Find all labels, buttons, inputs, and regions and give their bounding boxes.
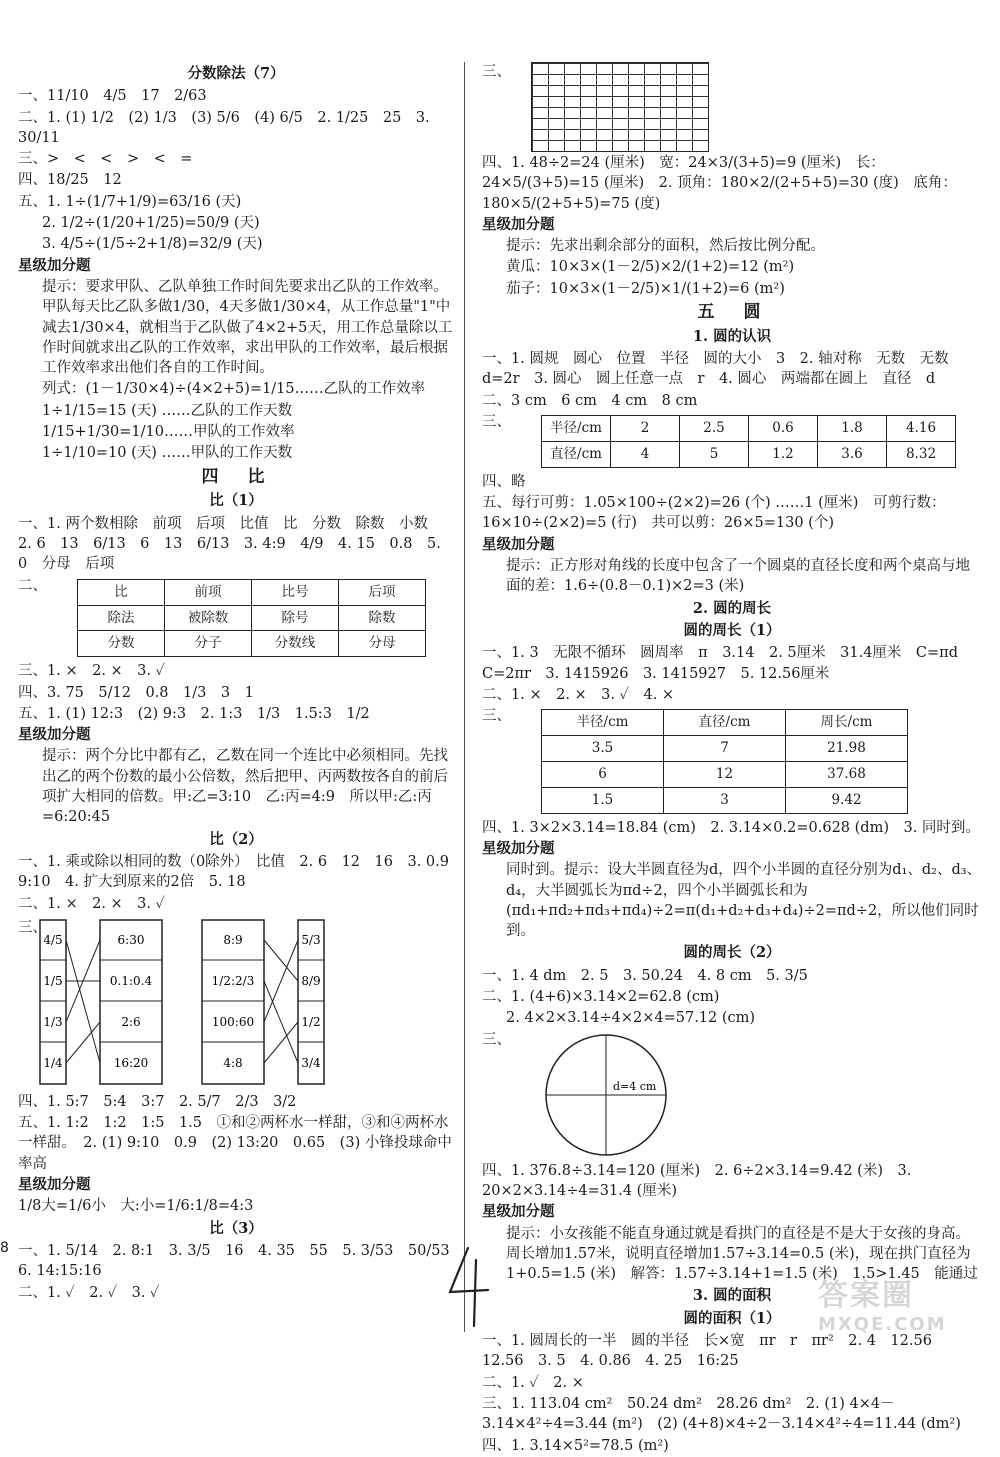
match-ratio-item: 1/2:2/3	[211, 973, 255, 988]
handwritten-mark	[440, 1240, 500, 1330]
answer-line: 茄子：10×3×(1－2/5)×1/(1+2)=6 (m²)	[506, 280, 785, 297]
table-cell: 直径/cm	[664, 710, 786, 736]
watermark-text: 答案圈	[818, 1278, 914, 1313]
answer-line: 1÷1/15=15 (天) ……乙队的工作天数	[42, 402, 293, 419]
table-cell: 周长/cm	[786, 710, 908, 736]
table-cell: 6	[542, 761, 664, 787]
bonus-heading: 星级加分题	[18, 1176, 91, 1194]
answer-line: 三、1. × 2. × 3. ✓	[18, 663, 165, 680]
answer-line: 二、1. (4+6)×3.14×2=62.8 (cm)	[482, 989, 720, 1006]
match-right-item: 5/3	[301, 932, 321, 947]
answer-line: 二、1. ✓ 2. ✓ 3. ✓	[18, 1284, 160, 1301]
match-ratio-item: 4:8	[223, 1055, 243, 1070]
table-row	[542, 710, 908, 736]
grid-paper-figure	[531, 62, 709, 152]
answer-line: 3. 4/5÷(1/5÷2+1/8)=32/9 (天)	[42, 236, 263, 253]
table-cell: 分子	[165, 631, 252, 657]
table-row	[78, 631, 426, 657]
bonus-heading: 星级加分题	[482, 1203, 555, 1221]
item-number: 三、	[18, 919, 47, 936]
answer-line: 一、1. 圆周长的一半 圆的半径 长×宽 πr r πr² 2. 4 12.56 12.56 3. 5 4. 0.86 4. 25 16:25	[482, 1333, 947, 1370]
hint-text: 提示：正方形对角线的长度中包含了一个圆桌的直径长度和两个桌高与地面的差：1.6÷(0.8－0.1)×2=3 (米)	[506, 558, 970, 595]
hint-text: 提示：先求出剩余部分的面积，然后按比例分配。	[506, 238, 825, 255]
answer-line: 四、1. 48÷2=24 (厘米) 宽：24×3/(3+5)=9 (厘米) 长：24×5/(3+5)=15 (厘米) 2. 顶角：180×2/(2+5+5)=30 (度) 底角：180×5/(2+5+5)=75 (度)	[482, 155, 957, 212]
table-cell: 1.5	[542, 787, 664, 813]
chapter-title-ratio: 四 比	[201, 466, 271, 487]
match-left-item: 4/5	[43, 932, 63, 947]
answer-line: 五、1. 1÷(1/7+1/9)=63/16 (天)	[18, 193, 242, 210]
circle-diameter-label: d=4 cm	[613, 1079, 657, 1093]
table-cell: 半径/cm	[542, 710, 664, 736]
table-block	[482, 706, 982, 817]
table-cell: 2	[611, 416, 680, 442]
ratio-division-fraction-table	[77, 579, 426, 658]
answer-line: 一、1. 3 无限不循环 圆周率 π 3.14 2. 5厘米 31.4厘米 C=πd C=2πr 3. 1415926 3. 1415927 5. 12.56厘米	[482, 645, 973, 682]
table-cell: 4.16	[887, 416, 956, 442]
answer-line: 四、18/25 12	[18, 172, 122, 189]
answer-line: 四、1. 376.8÷3.14=120 (厘米) 2. 6÷2×3.14=9.42 (米) 3. 20×2×3.14÷4=31.4 (厘米)	[482, 1162, 916, 1199]
answer-line: 四、1. 3.14×5²=78.5 (m²)	[482, 1437, 669, 1454]
section-title-circumference-1: 圆的周长（1）	[683, 621, 781, 639]
answer-line: 一、11/10 4/5 17 2/63	[18, 88, 207, 105]
item-number: 二、	[18, 577, 47, 594]
table-cell: 被除数	[165, 605, 252, 631]
section-title-ratio-3: 比（3）	[209, 1219, 263, 1237]
table-cell: 除号	[252, 605, 339, 631]
table-cell: 7	[664, 736, 786, 762]
table-cell: 前项	[165, 579, 252, 605]
answer-line: 一、1. 圆规 圆心 位置 半径 圆的大小 3 2. 轴对称 无数 无数 d=2r 3. 圆心 圆上任意一点 r 4. 圆心 两端都在圆上 直径 d	[482, 351, 964, 388]
table-cell: 5	[680, 441, 749, 467]
answer-line: 一、1. 乘或除以相同的数（0除外） 比值 2. 6 12 16 3. 0.9 9:10 4. 扩大到原来的2倍 5. 18	[18, 853, 464, 891]
match-ratio-item: 100:60	[211, 1014, 255, 1029]
table-cell: 后项	[339, 579, 426, 605]
table-cell: 8.32	[887, 441, 956, 467]
bonus-heading: 星级加分题	[18, 726, 91, 744]
circle-diagram	[531, 1030, 681, 1160]
table-cell: 3.6	[818, 441, 887, 467]
matching-diagram	[18, 918, 454, 1088]
answer-line: 五、每行可剪：1.05×100÷(2×2)=26 (个) ……1 (厘米) 可剪行数：16×10÷(2×2)=5 (行) 共可以剪：26×5=130 (个)	[482, 495, 946, 532]
hint-text: 提示：两个分比中都有乙，乙数在同一个连比中必须相同。先找出乙的两个份数的最小公倍数，然后把甲、丙两数按各自的前后项扩大相同的倍数。甲:乙=3:10 乙:丙=4:9 所以甲:乙:丙=6:20:45	[42, 748, 448, 826]
match-ratio-item: 8:9	[223, 932, 243, 947]
section-title-ratio-1: 比（1）	[209, 492, 263, 510]
section-title-ratio-2: 比（2）	[209, 830, 263, 848]
section-title-circle-area-1: 圆的面积（1）	[683, 1309, 781, 1327]
circle-block	[482, 1030, 982, 1160]
table-cell: 12	[664, 761, 786, 787]
answer-line: 四、1. 3×2×3.14=18.84 (cm) 2. 3.14×0.2=0.628 (dm) 3. 同时到。	[482, 819, 980, 836]
table-cell: 除法	[78, 605, 165, 631]
answer-line: 二、1. × 2. × 3. ✓ 4. ×	[482, 686, 675, 703]
table-row	[78, 605, 426, 631]
answer-line: 2. 4×2×3.14÷4×2×4=57.12 (cm)	[506, 1010, 756, 1027]
item-number: 三、	[482, 1031, 511, 1048]
chapter-title-circle: 五 圆	[697, 302, 767, 323]
table-row	[542, 761, 908, 787]
answer-line: 二、1. (1) 1/2 (2) 1/3 (3) 5/6 (4) 6/5 2. 1/25 25 3. 30/11	[18, 109, 435, 146]
item-number: 三、	[482, 708, 511, 725]
table-block	[482, 412, 982, 471]
answer-line: 四、略	[482, 473, 526, 490]
table-cell: 3	[664, 787, 786, 813]
table-cell: 2.5	[680, 416, 749, 442]
matching-lines	[18, 918, 454, 1088]
table-cell: 9.42	[786, 787, 908, 813]
match-ratio-item: 6:30	[117, 932, 145, 947]
left-column	[18, 62, 465, 1304]
item-number: 三、	[482, 64, 511, 80]
section-title-fraction-division: 分数除法（7）	[187, 65, 285, 82]
bonus-heading: 星级加分题	[482, 215, 555, 233]
answer-line: 1/8大=1/6小 大:小=1/6:1/8=4:3	[18, 1198, 254, 1215]
answer-line: 黄瓜：10×3×(1－2/5)×2/(1+2)=12 (m²)	[506, 259, 795, 276]
table-cell: 37.68	[786, 761, 908, 787]
answer-line: 三、> < < > < =	[18, 151, 193, 168]
answer-line: 四、1. 5:7 5:4 3:7 2. 5/7 2/3 3/2	[18, 1093, 297, 1110]
grid-block	[482, 62, 982, 152]
table-cell: 21.98	[786, 736, 908, 762]
match-left-item: 1/3	[43, 1014, 63, 1029]
table-cell: 直径/cm	[542, 441, 611, 467]
table-cell: 1.2	[749, 441, 818, 467]
bonus-heading: 星级加分题	[482, 839, 555, 857]
match-ratio-item: 16:20	[113, 1055, 149, 1070]
hint-text: 提示：要求甲队、乙队单独工作时间先要求出乙队的工作效率。甲队每天比乙队多做1/30，4天多做1/30×4，从工作总量"1"中减去1/30×4，就相当于乙队做了4×2+5天，用工作总量除以工作时间就求出乙队的工作效率，求出甲队的工作效率，最后根据工作效率求出他们各自的工作时间。	[42, 278, 453, 377]
section-title-circumference: 2. 圆的周长	[692, 599, 772, 617]
hint-text: 同时到。提示：设大半圆直径为d，四个小半圆的直径分别为d₁、d₂、d₃、d₄，大半圆弧长为πd÷2，四个小半圆弧长和为(πd₁+πd₂+πd₃+πd₄)÷2=π(d₁+d₂+d₃+d₄)÷2=πd÷2，所以他们同时到。	[506, 862, 982, 940]
table-cell: 分数	[78, 631, 165, 657]
match-right-item: 8/9	[301, 973, 321, 988]
match-right-item: 3/4	[301, 1055, 321, 1070]
match-left-item: 1/5	[43, 973, 63, 988]
section-title-circle-area: 3. 圆的面积	[692, 1287, 772, 1305]
section-title-circle-intro: 1. 圆的认识	[692, 327, 772, 345]
table-cell: 4	[611, 441, 680, 467]
answer-line: 四、3. 75 5/12 0.8 1/3 3 1	[18, 684, 254, 701]
table-cell: 除数	[339, 605, 426, 631]
watermark-logo	[818, 1270, 988, 1340]
match-ratio-item: 0.1:0.4	[109, 973, 153, 988]
match-ratio-item: 2:6	[121, 1014, 141, 1029]
table-row	[542, 787, 908, 813]
table-row	[542, 441, 956, 467]
match-left-item: 1/4	[43, 1055, 63, 1070]
table-cell: 1.8	[818, 416, 887, 442]
bonus-heading: 星级加分题	[18, 256, 91, 274]
answer-line: 二、1. × 2. × 3. ✓	[18, 895, 165, 912]
table-row	[542, 416, 956, 442]
answer-line: 列式：(1－1/30×4)÷(4×2+5)=1/15……乙队的工作效率	[42, 381, 426, 398]
answer-line: 三、1. 113.04 cm² 50.24 dm² 28.26 dm² 2. (1) 4×4－3.14×4²÷4=3.44 (m²) (2) (4+8)×4÷2－3.14×4²÷4=11.44 (dm²)	[482, 1395, 961, 1433]
answer-line: 1÷1/10=10 (天) ……甲队的工作天数	[42, 445, 293, 462]
item-number: 三、	[482, 414, 511, 431]
right-column	[482, 62, 982, 1457]
table-cell: 比号	[252, 579, 339, 605]
watermark-url: MXQE.COM	[818, 1314, 947, 1335]
answer-line: 二、3 cm 6 cm 4 cm 8 cm	[482, 392, 698, 409]
answer-line: 五、1. 1:2 1:2 1:5 1.5 ①和②两杯水一样甜，③和④两杯水一样甜。 2. (1) 9:10 0.9 (2) 13:20 0.65 (3) 小锋投球命中率高	[18, 1115, 452, 1172]
radius-diameter-table	[541, 415, 956, 468]
answer-line: 一、1. 两个数相除 前项 后项 比值 比 分数 除数 小数 2. 6 13 6/13 6 13 6/13 3. 4:9 4/9 4. 15 0.8 5. 0 分母 后项	[18, 515, 446, 573]
column-divider	[464, 62, 465, 1332]
page-number: 8	[0, 1240, 9, 1256]
match-right-item: 1/2	[301, 1014, 321, 1029]
bonus-heading: 星级加分题	[482, 535, 555, 553]
answer-line: 1/15+1/30=1/10……甲队的工作效率	[42, 424, 295, 441]
table-cell: 分母	[339, 631, 426, 657]
table-row	[542, 736, 908, 762]
hint-text: 提示：小女孩能不能直身通过就是看拱门的直径是不是大于女孩的身高。周长增加1.57米，说明直径增加1.57÷3.14=0.5 (米)，现在拱门直径为1+0.5=1.5 (米) 解答：1.57÷3.14+1=1.5 (米) 1.5>1.45 能通过	[506, 1225, 978, 1283]
table-cell: 半径/cm	[542, 416, 611, 442]
answer-line: 五、1. (1) 12:3 (2) 9:3 2. 1:3 1/3 1.5:3 1/2	[18, 705, 370, 722]
section-title-circumference-2: 圆的周长（2）	[683, 944, 781, 962]
table-cell: 比	[78, 579, 165, 605]
table-cell: 分数线	[252, 631, 339, 657]
circumference-table	[541, 709, 908, 814]
table-cell: 3.5	[542, 736, 664, 762]
answer-line: 一、1. 4 dm 2. 5 3. 50.24 4. 8 cm 5. 3/5	[482, 967, 808, 984]
table-cell: 0.6	[749, 416, 818, 442]
answer-line: 2. 1/2÷(1/20+1/25)=50/9 (天)	[42, 215, 260, 232]
answer-line: 二、1. ✓ 2. ×	[482, 1374, 584, 1391]
table-block	[18, 576, 454, 661]
table-row	[78, 579, 426, 605]
answer-line: 一、1. 5/14 2. 8:1 3. 3/5 16 4. 35 55 5. 3/53 50/53 6. 14:15:16	[18, 1242, 465, 1280]
